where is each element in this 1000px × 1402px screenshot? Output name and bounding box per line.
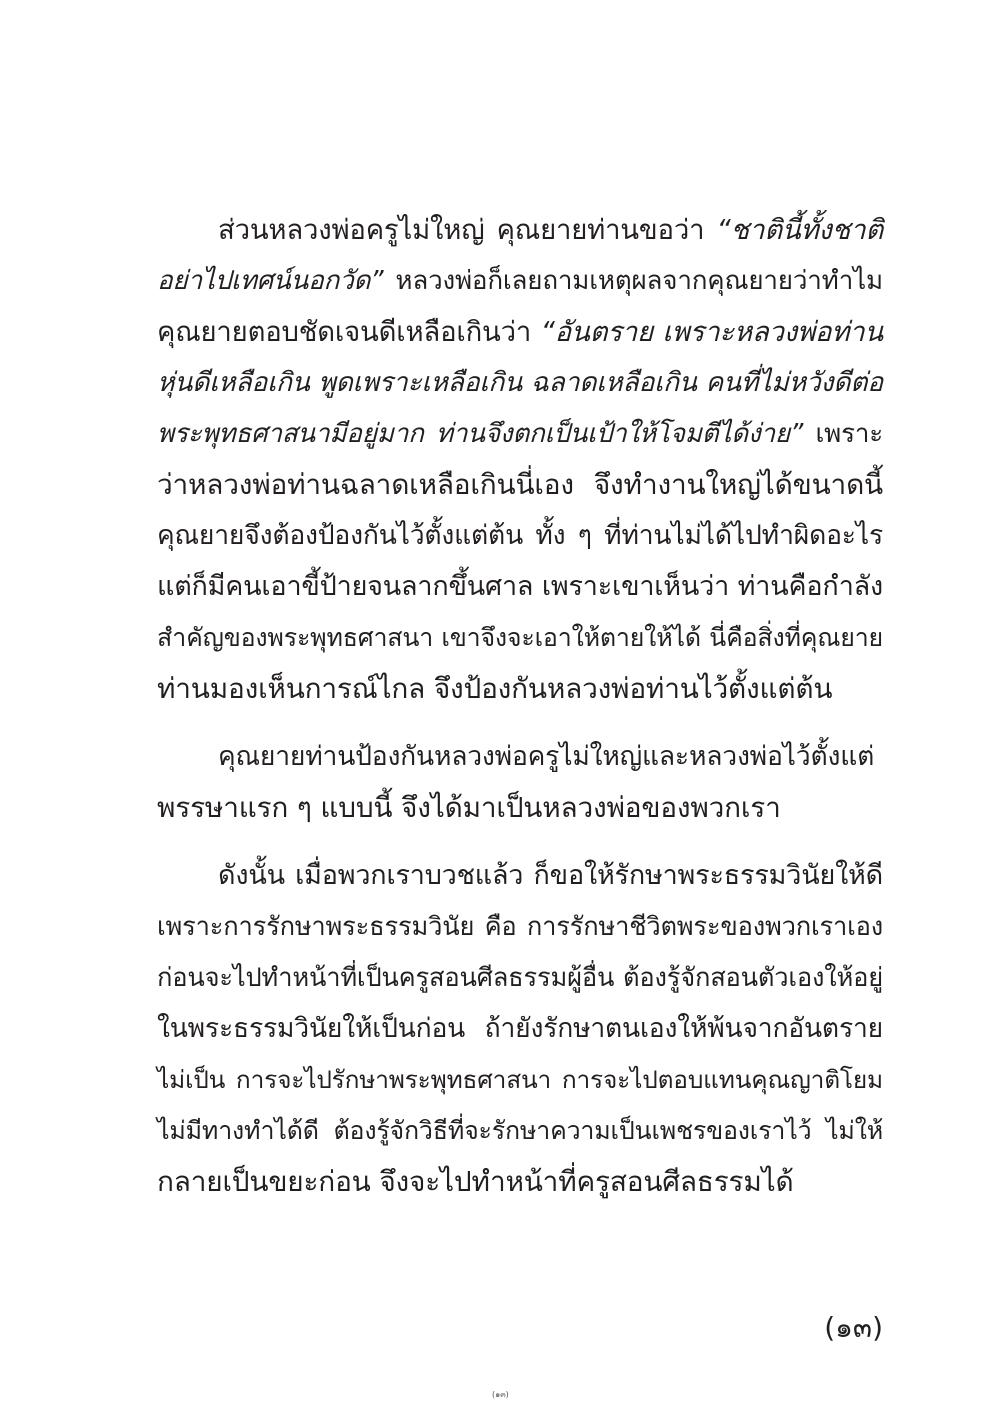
text-segment: คุณยายตอบชัดเจนดีเหลือเกินว่า — [157, 316, 541, 348]
text-segment: หลวงพ่อก็เลยถามเหตุผลจากคุณยายว่าทำไม — [383, 266, 883, 296]
text-line — [157, 1111, 883, 1151]
text-line — [157, 907, 883, 947]
text-line — [157, 414, 883, 454]
text-segment: พรรษาแรก ๆ แบบนี้ จึงได้มาเป็นหลวงพ่อของพวกเรา — [157, 791, 781, 824]
footer-page-mark: (๑๓) — [492, 1390, 509, 1399]
text-segment: ท่านมองเห็นการณ์ไกล จึงป้องกันหลวงพ่อท่านไว้ตั้งแต่ต้น — [157, 672, 833, 705]
quoted-text: หุ่นดีเหลือเกิน พูดเพราะเหลือเกิน ฉลาดเหลือเกิน คนที่ไม่หวังดีต่อ — [157, 367, 883, 398]
text-segment: คุณยายจึงต้องป้องกันไว้ตั้งแต่ต้น ทั้ง ๆ ที่ท่านไม่ได้ไปทำผิดอะไร — [157, 520, 883, 551]
text-segment: กลายเป็นขยะก่อน จึงจะไปทำหน้าที่ครูสอนศีลธรรมได้ — [157, 1165, 794, 1198]
text-line — [157, 958, 883, 998]
text-segment: สำคัญของพระพุทธศาสนา เขาจึงจะเอาให้ตายให้ได้ นี่คือสิ่งที่คุณยาย — [157, 623, 883, 652]
text-line — [218, 737, 883, 777]
quoted-text: พระพุทธศาสนามีอยู่มาก ท่านจึงตกเป็นเป้าให้โจมตีได้ง่าย” — [157, 419, 804, 449]
text-line — [157, 465, 883, 505]
text-segment: ดังนั้น เมื่อพวกเราบวชแล้ว ก็ขอให้รักษาพระธรรมวินัยให้ดี — [218, 860, 883, 891]
text-line — [157, 1009, 883, 1049]
text-line — [157, 261, 883, 301]
text-line — [157, 1060, 883, 1100]
text-line — [157, 363, 883, 403]
text-line — [157, 567, 883, 607]
text-segment: เพราะ — [803, 419, 883, 449]
quoted-text: “อันตราย เพราะหลวงพ่อท่าน — [540, 316, 883, 348]
text-line — [218, 210, 883, 250]
text-line — [157, 618, 883, 658]
text-line — [157, 312, 883, 352]
text-segment: คุณยายท่านป้องกันหลวงพ่อครูไม่ใหญ่และหลวงพ่อไว้ตั้งแต่ — [218, 741, 875, 772]
text-segment: ก่อนจะไปทำหน้าที่เป็นครูสอนศีลธรรมผู้อื่น ต้องรู้จักสอนตัวเองให้อยู่ — [157, 963, 883, 993]
text-line — [157, 516, 883, 556]
quoted-text: “ชาตินี้ทั้งชาติ — [716, 214, 883, 246]
text-segment: แต่ก็มีคนเอาขี้ป้ายจนลากขึ้นศาล เพราะเขาเห็นว่า ท่านคือกำลัง — [157, 571, 883, 602]
text-segment: ไม่เป็น การจะไปรักษาพระพุทธศาสนา การจะไปตอบแทนคุณญาติโยม — [157, 1065, 883, 1094]
text-line — [157, 1162, 883, 1202]
page-number: (๑๓) — [824, 1311, 883, 1344]
text-segment: ว่าหลวงพ่อท่านฉลาดเหลือเกินนี่เอง จึงทำงานใหญ่ได้ขนาดนี้ — [157, 468, 883, 501]
text-segment: ไม่มีทางทำได้ดี ต้องรู้จักวิธีที่จะรักษาความเป็นเพชรของเราไว้ ไม่ให้ — [157, 1116, 883, 1145]
text-line — [157, 669, 883, 709]
text-segment: ในพระธรรมวินัยให้เป็นก่อน ถ้ายังรักษาตนเองให้พ้นจากอันตราย — [157, 1013, 883, 1044]
text-line — [218, 856, 883, 896]
quoted-text: อย่าไปเทศน์นอกวัด” — [157, 266, 384, 296]
text-segment: เพราะการรักษาพระธรรมวินัย คือ การรักษาชีวิตพระของพวกเราเอง — [157, 912, 883, 942]
text-segment: ส่วนหลวงพ่อครูไม่ใหญ่ คุณยายท่านขอว่า — [218, 214, 717, 246]
text-line — [157, 788, 883, 828]
